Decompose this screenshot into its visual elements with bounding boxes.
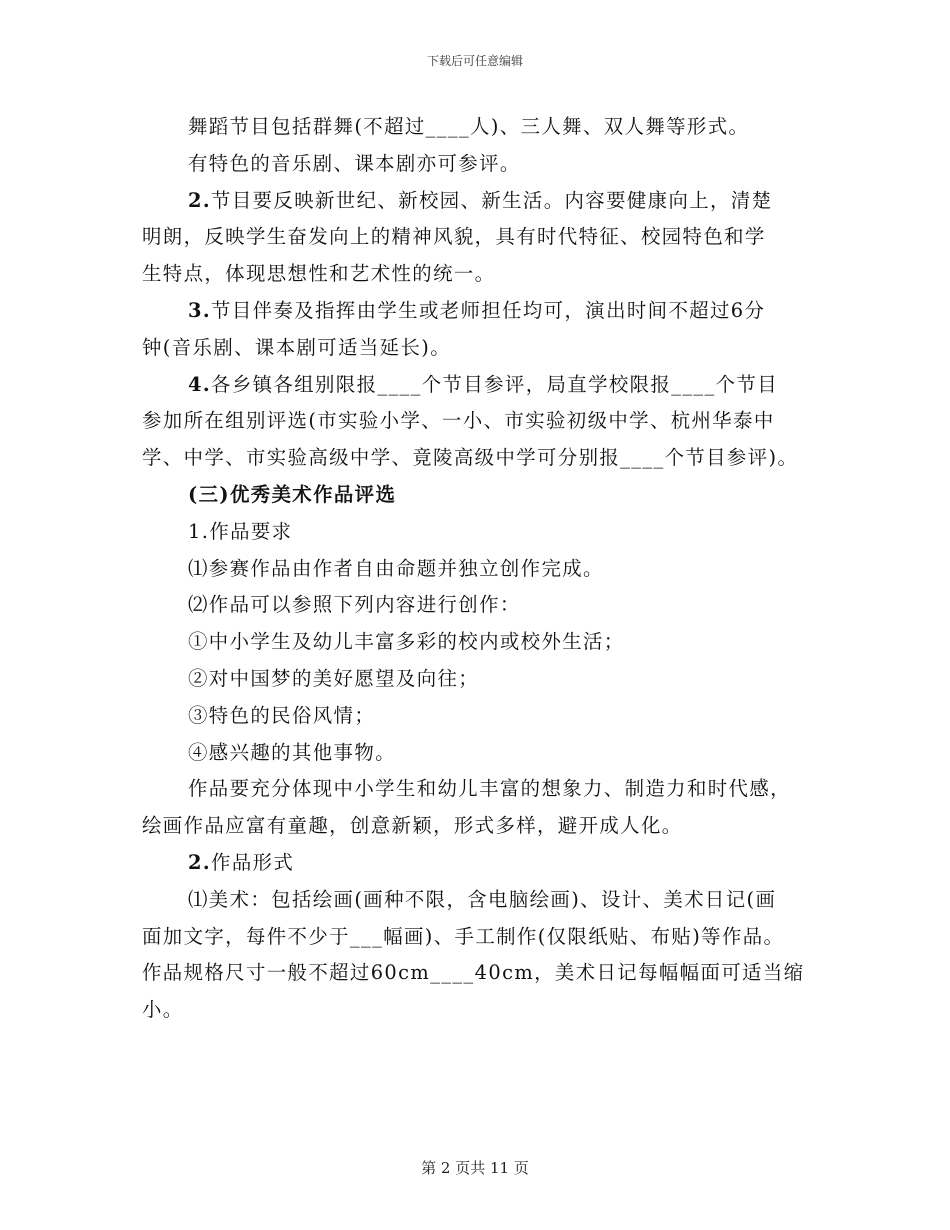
paragraph-line [142,955,817,992]
paragraph-line [142,735,817,772]
line-text: 小。 [142,998,184,1022]
paragraph-line [142,808,817,845]
paragraph-line [142,771,817,808]
document-body [142,109,817,1029]
paragraph-line [142,109,817,146]
line-text: 作品要充分体现中小学生和幼儿丰富的想象力、制造力和时代感， [188,777,791,801]
line-text: 学、中学、市实验高级中学、竟陵高级中学可分别报____个节目参评)。 [142,446,799,470]
line-text: ⑴美术：包括绘画(画种不限，含电脑绘画)、设计、美术日记(画 [188,887,777,911]
paragraph-line [142,698,817,735]
line-text: 作品规格尺寸一般不超过60cm____40cm，美术日记每幅幅面可适当缩 [142,961,805,985]
line-text: 参加所在组别评选(市实验小学、一小、市实验初级中学、杭州华泰中 [142,409,775,433]
item-number: 3. [188,298,212,322]
item-number: 2. [188,188,212,212]
paragraph-line [142,624,817,661]
line-text: ③特色的民俗风情； [188,703,376,727]
numbered-item [142,293,817,330]
line-text: 各乡镇各组别限报____个节目参评，局直学校限报____个节目 [211,372,778,396]
line-text: 钟(音乐剧、课本剧可适当延长)。 [142,335,451,359]
line-text: ⑴参赛作品由作者自由命题并独立创作完成。 [188,556,604,580]
line-text: ①中小学生及幼儿丰富多彩的校内或校外生活； [188,630,625,654]
line-text: 作品形式 [211,850,295,874]
paragraph-line [142,330,817,367]
numbered-item [142,183,817,220]
line-text: 节目要反映新世纪、新校园、新生活。内容要健康向上，清楚 [211,188,773,212]
paragraph-line [142,992,817,1029]
paragraph-line [142,587,817,624]
heading-text: (三)优秀美术作品评选 [188,482,397,506]
paragraph-line [142,440,817,477]
line-text: 有特色的音乐剧、课本剧亦可参评。 [188,151,521,175]
item-number: 2. [188,850,212,874]
line-text: 节目伴奏及指挥由学生或老师担任均可，演出时间不超过6分 [211,298,766,322]
paragraph-line [142,882,817,919]
line-text: ④感兴趣的其他事物。 [188,740,396,764]
line-text: ⑵作品可以参照下列内容进行创作： [188,593,521,617]
numbered-item [142,845,817,882]
line-text: 面加文字，每件不少于___幅画)、手工制作(仅限纸贴、布贴)等作品。 [142,924,785,948]
paragraph-line [142,919,817,956]
numbered-item [142,367,817,404]
numbered-item [142,514,817,551]
paragraph-line [142,403,817,440]
line-text: 生特点，体现思想性和艺术性的统一。 [142,262,496,286]
paragraph-line [142,146,817,183]
paragraph-line [142,256,817,293]
line-text: 绘画作品应富有童趣，创意新颖，形式多样，避开成人化。 [142,814,683,838]
item-number: 4. [188,372,212,396]
paragraph-line [142,219,817,256]
line-text: 舞蹈节目包括群舞(不超过____人)、三人舞、双人舞等形式。 [188,115,750,138]
line-text: 作品要求 [209,519,293,543]
paragraph-line [142,551,817,588]
line-text: ②对中国梦的美好愿望及向往； [188,666,480,690]
page-footer: 第 2 页共 11 页 [421,1159,529,1177]
line-text: 明朗，反映学生奋发向上的精神风貌，具有时代特征、校园特色和学 [142,225,766,249]
paragraph-line [142,661,817,698]
item-number: 1. [188,519,210,543]
section-heading [142,477,817,514]
page-header: 下载后可任意编辑 [426,54,523,68]
